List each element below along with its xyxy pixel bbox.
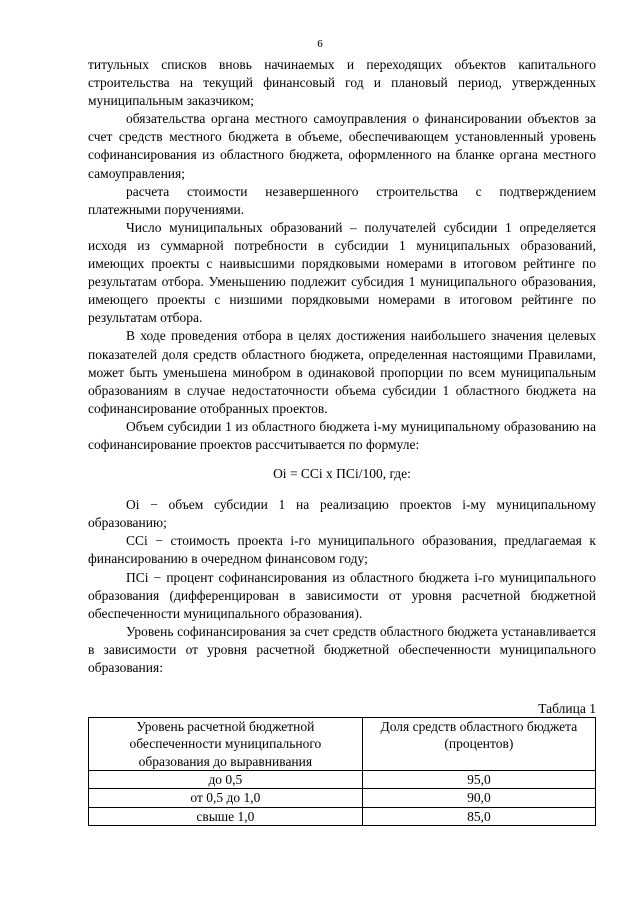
- table-cell: 95,0: [362, 770, 595, 788]
- paragraph: обязательства органа местного самоуправления о финансировании объектов за счет средств местного бюджета в объеме, обеспечивающем установленный уровень софинансирования из областного бюджета, оформленного на бланке органа местного самоуправления;: [88, 111, 596, 181]
- table-row: [89, 789, 596, 807]
- table-header-cell: Доля средств областного бюджета (процентов): [362, 718, 595, 771]
- formula: Оi = ССi х ПСi/100, где:: [273, 466, 411, 482]
- table-header-cell: Уровень расчетной бюджетной обеспеченности муниципального образования до выравнивания: [89, 718, 363, 771]
- paragraph: Объем субсидии 1 из областного бюджета i-му муниципальному образованию на софинансирование проектов рассчитывается по формуле:: [88, 418, 596, 452]
- table-cell: до 0,5: [89, 770, 363, 788]
- paragraph: Уровень софинансирования за счет средств областного бюджета устанавливается в зависимости от уровня расчетной бюджетной обеспеченности муниципального образования:: [88, 623, 596, 675]
- table-row: [89, 807, 596, 825]
- definition-cci: ССi − стоимость проекта i-го муниципального образования, предлагаемая к финансированию в очередном финансовом году;: [88, 533, 596, 567]
- definition-pci: ПСi − процент софинансирования из областного бюджета i-го муниципального образования (дифференцирован в зависимости от уровня расчетной бюджетной обеспеченности муниципального образования).: [88, 569, 596, 621]
- table-cell: от 0,5 до 1,0: [89, 789, 363, 807]
- table-cell: 90,0: [362, 789, 595, 807]
- table-cell: свыше 1,0: [89, 807, 363, 825]
- paragraph: В ходе проведения отбора в целях достижения наибольшего значения целевых показателей доля средств областного бюджета, определенная настоящими Правилами, может быть уменьшена минобром в одинаковой пропорции по всем муниципальным образованиям в случае недостаточности объема субсидии 1 областного бюджета на софинансирование отобранных проектов.: [88, 328, 596, 416]
- definition-oi: Оi − объем субсидии 1 на реализацию проектов i-му муниципальному образованию;: [88, 497, 596, 531]
- cofinancing-table: [88, 717, 596, 826]
- paragraph: расчета стоимости незавершенного строительства с подтверждением платежными поручениями.: [88, 183, 596, 217]
- table-cell: 85,0: [362, 807, 595, 825]
- table-caption: Таблица 1: [538, 701, 596, 717]
- page-number: 6: [317, 38, 323, 50]
- document-body: [88, 56, 596, 826]
- table-row: [89, 770, 596, 788]
- paragraph: титульных списков вновь начинаемых и переходящих объектов капитального строительства на текущий финансовый год и плановый период, утвержденных муниципальным заказчиком;: [88, 57, 596, 109]
- paragraph: Число муниципальных образований – получателей субсидии 1 определяется исходя из суммарной потребности в субсидии 1 муниципальных образований, имеющих проекты с наивысшими порядковыми номерами в итоговом рейтинге по результатам отбора. Уменьшению подлежит субсидия 1 муниципального образования, имеющего проекты с низшими порядковыми номерами в итоговом рейтинге по результатам отбора.: [88, 219, 596, 326]
- table-header-row: [89, 718, 596, 771]
